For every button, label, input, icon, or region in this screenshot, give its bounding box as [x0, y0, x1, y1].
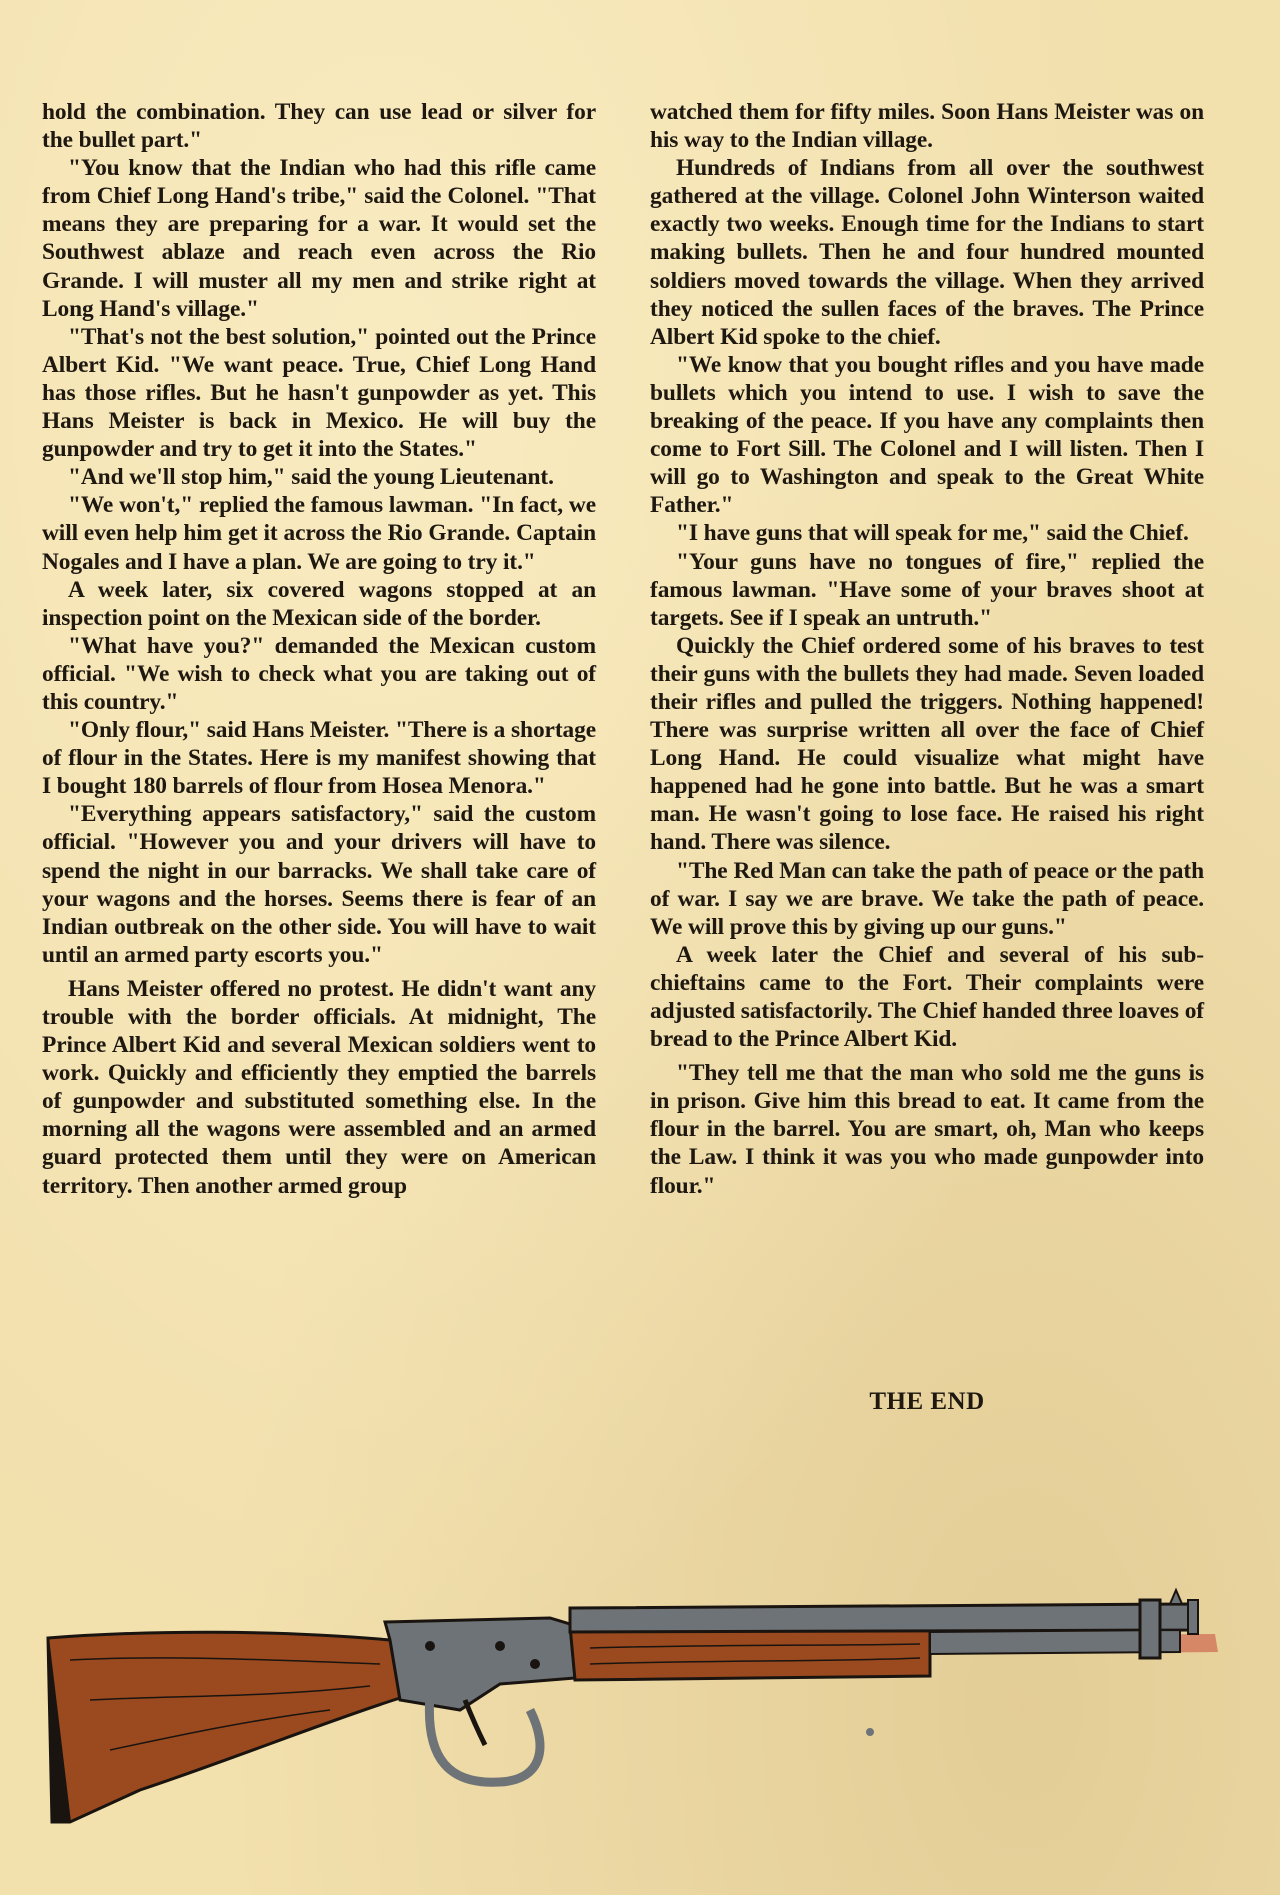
rifle-muzzle	[1188, 1600, 1198, 1634]
paragraph: "You know that the Indian who had this rifle came from Chief Long Hand's tribe," said the Colonel. "That means they are preparing for a war. It would set the Southwest ablaze and reach even across the Rio Grande. I will muster all my men and strike right at Long Hand's village."	[42, 155, 596, 322]
rifle-illustration	[30, 1560, 1230, 1860]
paragraph: "They tell me that the man who sold me the guns is in prison. Give him this bread to eat. It came from the flour in the barrel. You are smart, oh, Man who keeps the Law. I think it was you who made gunpowder into flour."	[650, 1060, 1204, 1199]
paragraph: "The Red Man can take the path of peace or the path of war. I say we are brave. We take the path of peace. We will prove this by giving up our guns."	[650, 857, 1204, 940]
rifle-trigger	[465, 1700, 485, 1745]
paragraph: Hundreds of Indians from all over the southwest gathered at the village. Colonel John Winterson waited exactly two weeks. Enough time for the Indians to start making bullets. Then he and four hundred mounted soldiers moved towards the village. When they arrived they noticed the sullen faces of the braves. The Prince Albert Kid spoke to the chief.	[650, 155, 1204, 350]
paragraph: A week later the Chief and several of his sub-chieftains came to the Fort. Their complaints were adjusted satisfactorily. The Chief handed three loaves of bread to the Prince Albert Kid.	[650, 941, 1204, 1053]
paragraph: "Your guns have no tongues of fire," replied the famous lawman. "Have some of your braves shoot at targets. See if I speak an untruth."	[650, 548, 1204, 631]
paragraph: "I have guns that will speak for me," said the Chief.	[676, 520, 1189, 547]
rifle-barrel	[570, 1604, 1192, 1632]
rifle-receiver	[385, 1618, 575, 1710]
paragraph: "We know that you bought rifles and you have made bullets which you intend to use. I wish to save the breaking of the peace. If you have any complaints then come to Fort Sill. The Colonel and I will listen. Then I will go to Washington and speak to the Great White Father."	[650, 351, 1204, 519]
paragraph: "That's not the best solution," pointed out the Prince Albert Kid. "We want peace. True, Chief Long Hand has those rifles. But he hasn't gunpowder as yet. This Hans Meister is back in Mexico. He will buy the gunpowder and try to get it into the States."	[42, 323, 596, 463]
paragraph: "Everything appears satisfactory," said the custom official. "However you and your drivers will have to spend the night in our barracks. We shall take care of your wagons and the horses. Seems there is fear of an Indian outbreak on the other side. You will have to wait until an armed party escorts you."	[42, 801, 596, 968]
paragraph: Quickly the Chief ordered some of his braves to test their guns with the bullets they had made. Seven loaded their rifles and pulled the triggers. Nothing happened! There was surprise written all over the face of Chief Long Hand. He could visualize what might have happened had he gone into battle. But he was a smart man. He wasn't going to lose face. He raised his right hand. There was silence.	[650, 632, 1204, 856]
ink-dot	[866, 1728, 874, 1736]
paragraph: Hans Meister offered no protest. He didn't want any trouble with the border officials. At midnight, The Prince Albert Kid and several Mexican soldiers went to work. Quickly and efficiently they emptied the barrels of gunpowder and substituted something else. In the morning all the wagons were assembled and an armed guard protected them until they were on American territory. Then another armed group	[42, 975, 596, 1199]
paragraph: "And we'll stop him," said the young Lieutenant.	[68, 464, 554, 491]
paragraph: watched them for fifty miles. Soon Hans Meister was on his way to the Indian village.	[650, 99, 1204, 154]
paragraph: "We won't," replied the famous lawman. "In fact, we will even help him get it across the Rio Grande. Captain Nogales and I have a plan. We are going to try it."	[42, 492, 596, 575]
rifle-barrel-band	[1140, 1600, 1160, 1658]
rifle-front-sight	[1170, 1590, 1182, 1604]
left-text-column	[42, 98, 596, 1200]
paragraph: "Only flour," said Hans Meister. "There is a shortage of flour in the States. Here is my manifest showing that I bought 180 barrels of flour from Hosea Menora."	[42, 717, 596, 800]
right-text-column	[650, 98, 1204, 1200]
receiver-screw	[425, 1641, 435, 1651]
paragraph: hold the combination. They can use lead or silver for the bullet part."	[42, 99, 596, 154]
receiver-screw	[530, 1659, 540, 1669]
paragraph: A week later, six covered wagons stopped at an inspection point on the Mexican side of the border.	[42, 576, 596, 631]
receiver-screw	[495, 1641, 505, 1651]
the-end-heading: THE END	[869, 1388, 985, 1415]
paragraph: "What have you?" demanded the Mexican custom official. "We wish to check what you are taking out of this country."	[42, 632, 596, 715]
